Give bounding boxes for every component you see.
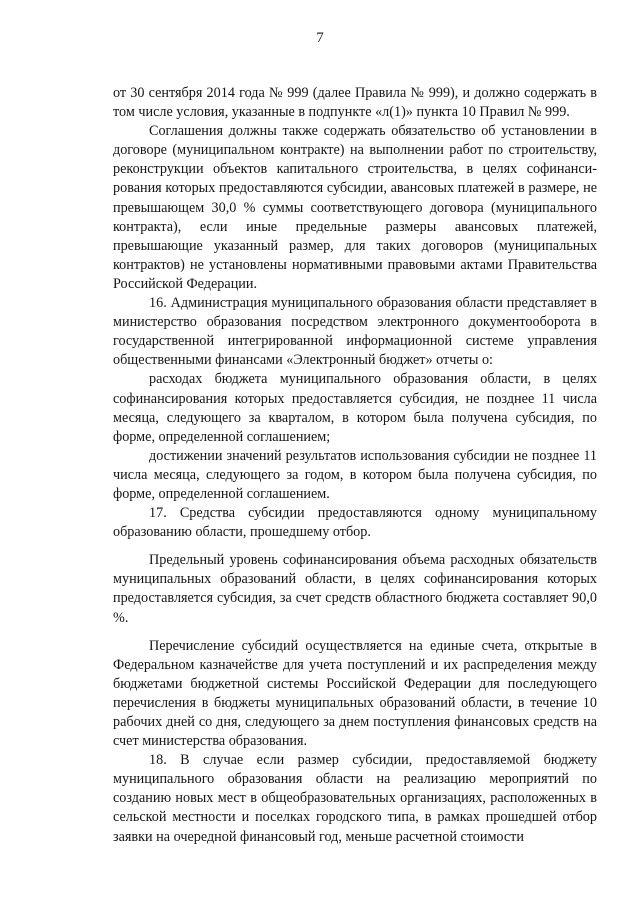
paragraph-16-reports: 16. Администрация муниципального образования области представляет в министерство образования посредством электронного документооборота в государственной интегрированной информационной системе управления общественными финансами «Электронный бюджет» отчеты о: — [113, 295, 597, 369]
page-number: 7 — [316, 30, 324, 46]
document-body — [113, 84, 597, 847]
paragraph-report-expenses: расходах бюджета муниципального образования области, в целях софинансирования которых предоставляется субсидия, не позднее 11 числа месяца, следующего за кварталом, в котором была получена субсидия, по форме, определенной соглашением; — [113, 371, 597, 445]
paragraph-17-single-municipality: 17. Средства субсидии предоставляются одному муниципальному образованию области, прошедшему отбор. — [113, 505, 597, 541]
paragraph-report-results: достижении значений результатов использования субсидии не позднее 11 числа месяца, следующего за годом, в котором была получена субсидия, по форме, определенной соглашением. — [113, 447, 597, 502]
paragraph-continuation: от 30 сентября 2014 года № 999 (далее Правила № 999), и должно содержать в том числе условия, указанные в подпункте «л(1)» пункта 10 Правил № 999. — [113, 85, 597, 121]
paragraph-cofinancing-level: Предельный уровень софинансирования объема расходных обязательств муниципальных образований области, в целях софинансирования которых предоставляется субсидия, за счет средств областного бюджета составляет 90,0 %. — [113, 552, 597, 626]
paragraph-advance-payments: Соглашения должны также содержать обязательство об установлении в договоре (муниципальном контракте) на выполнении работ по строительству, реконструкции объектов капитального строительства, в целях софинансирования которых предоставляются субсидии, авансовых платежей в размере, не превышающем 30,0 % суммы соответствующего договора (муниципального контракта), если иные предельные размеры авансовых платежей, превышающие указанный размер, для таких договоров (муниципальных контрактов) не установлены нормативными правовыми актами Правительства Российской Федерации. — [113, 123, 597, 292]
paragraph-18-subsidy-size: 18. В случае если размер субсидии, предоставляемой бюджету муниципального образования области на реализацию мероприятий по созданию новых мест в общеобразовательных организациях, расположенных в сельской местности и поселках городского типа, в рамках прошедшей отбор заявки на очередной финансовый год, меньше расчетной стоимости — [113, 752, 597, 845]
paragraph-transfer-subsidies: Перечисление субсидий осуществляется на единые счета, открытые в Федеральном казначействе для учета поступлений и их распределения между бюджетами бюджетной системы Российской Федерации для последующего перечисления в бюджеты муниципальных образований области, в течение 10 рабочих дней со дня, следующего за днем поступления финансовых средств на счет министерства образования. — [113, 637, 597, 750]
